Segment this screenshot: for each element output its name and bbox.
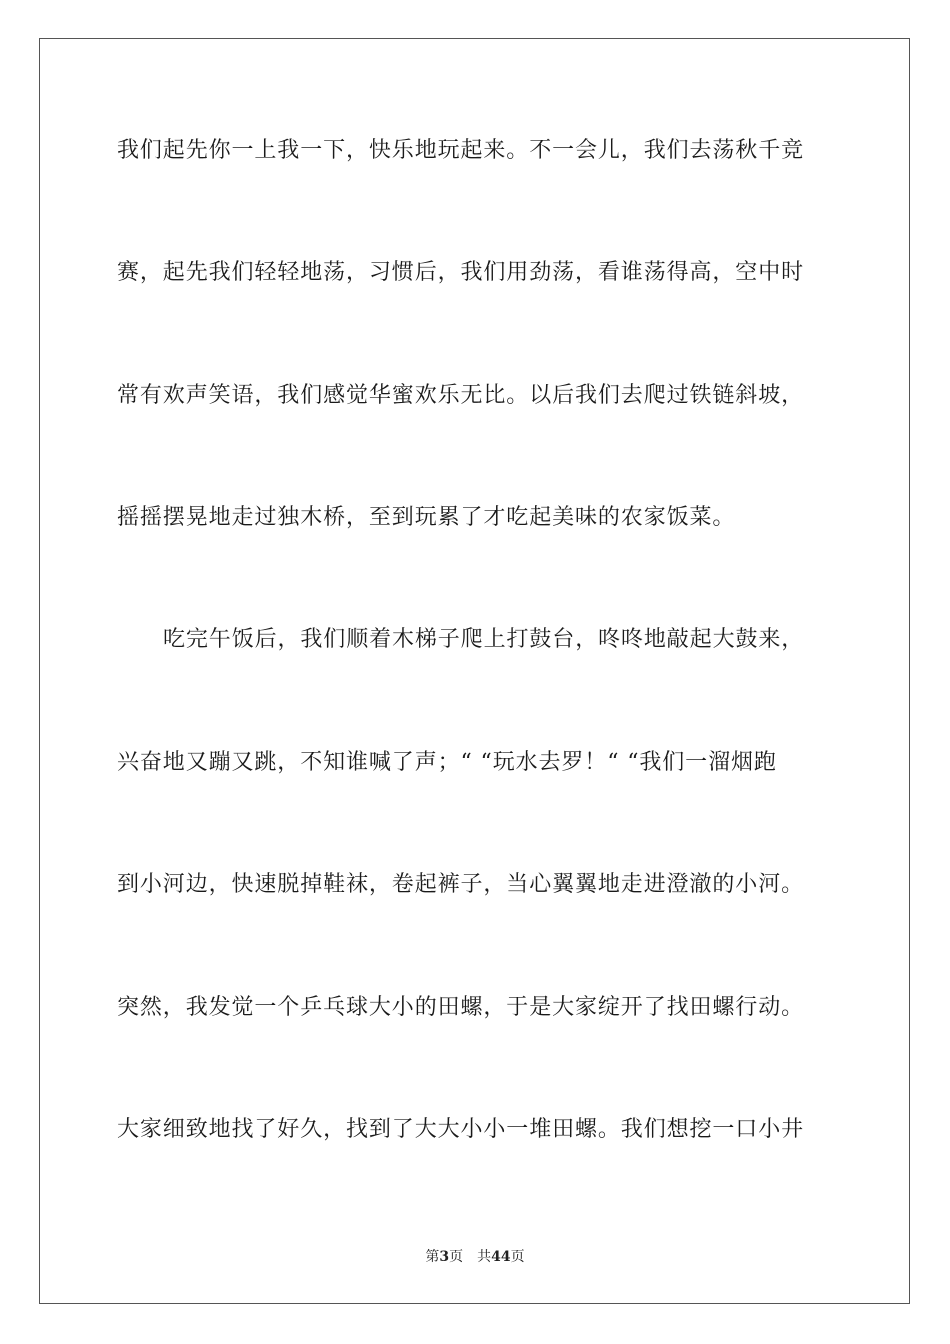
text-line-6: 兴奋地又蹦又跳，不知谁喊了声；“ “玩水去罗！“ “我们一溜烟跑 xyxy=(117,750,777,775)
text-line-8: 突然，我发觉一个乒乓球大小的田螺，于是大家绽开了找田螺行动。 xyxy=(117,995,805,1020)
text-line-1: 我们起先你一上我一下，快乐地玩起来。不一会儿，我们去荡秋千竞 xyxy=(117,138,805,163)
total-suffix: 页 xyxy=(510,1249,525,1265)
text-line-3: 常有欢声笑语，我们感觉华蜜欢乐无比。以后我们去爬过铁链斜坡， xyxy=(117,383,805,408)
page-suffix: 页 xyxy=(449,1249,464,1265)
page-prefix: 第 xyxy=(425,1249,440,1265)
text-line-2: 赛，起先我们轻轻地荡，习惯后，我们用劲荡，看谁荡得高，空中时 xyxy=(117,260,805,285)
total-pages: 44 xyxy=(491,1249,511,1265)
text-line-9: 大家细致地找了好久，找到了大大小小一堆田螺。我们想挖一口小井 xyxy=(117,1117,805,1142)
page-number: 3 xyxy=(439,1249,450,1265)
text-line-4: 摇摇摆晃地走过独木桥，至到玩累了才吃起美味的农家饭菜。 xyxy=(117,505,736,530)
text-line-5-paragraph-start: 吃完午饭后，我们顺着木梯子爬上打鼓台，咚咚地敲起大鼓来， xyxy=(163,627,805,652)
total-prefix: 共 xyxy=(477,1249,492,1265)
text-line-7: 到小河边，快速脱掉鞋袜，卷起裤子，当心翼翼地走进澄澈的小河。 xyxy=(117,872,805,897)
page-footer xyxy=(0,1248,950,1266)
